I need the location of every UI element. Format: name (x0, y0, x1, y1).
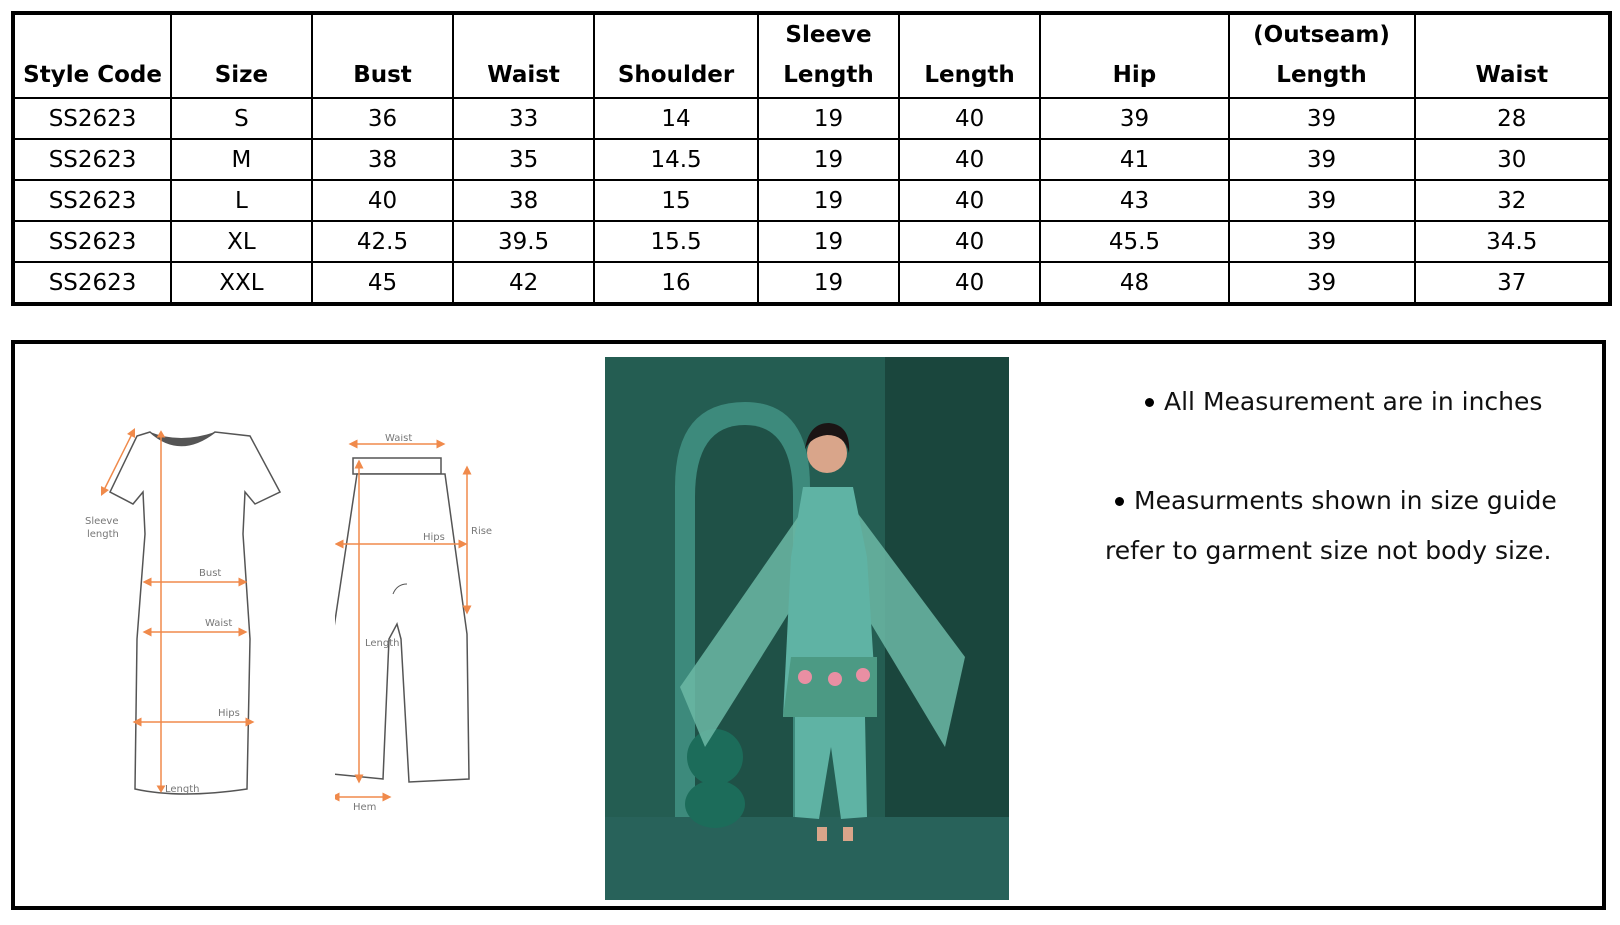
kurta-measurement-diagram (75, 424, 305, 814)
table-cell: 33 (453, 98, 594, 139)
table-cell: 32 (1415, 180, 1610, 221)
note-garment-size: Measurments shown in size guide refer to garment size not body size. (1105, 486, 1557, 565)
table-cell: 40 (899, 139, 1041, 180)
model-illustration (605, 357, 1009, 900)
header-size: Size (171, 13, 312, 98)
waist-label: Waist (205, 618, 233, 629)
table-cell: 42.5 (312, 221, 454, 262)
table-cell: 34.5 (1415, 221, 1610, 262)
sleeve-label-2: length (87, 529, 119, 540)
table-cell: 39.5 (453, 221, 594, 262)
table-cell: 40 (312, 180, 454, 221)
header-pant-waist: Waist (1415, 13, 1610, 98)
sleeve-label: Sleeve (85, 516, 119, 527)
table-cell: XL (171, 221, 312, 262)
table-cell: 45.5 (1040, 221, 1228, 262)
table-cell: 40 (899, 180, 1041, 221)
table-cell: 28 (1415, 98, 1610, 139)
table-cell: XXL (171, 262, 312, 304)
table-cell: SS2623 (13, 221, 171, 262)
table-cell: 39 (1229, 139, 1415, 180)
table-cell: L (171, 180, 312, 221)
table-cell: 16 (594, 262, 758, 304)
table-cell: 48 (1040, 262, 1228, 304)
table-cell: 15 (594, 180, 758, 221)
table-cell: 35 (453, 139, 594, 180)
note-inches: All Measurement are in inches (1105, 384, 1575, 420)
length-label: Length (165, 784, 200, 795)
header-bust: Bust (312, 13, 454, 98)
table-cell: 19 (758, 98, 899, 139)
pants-waist-label: Waist (385, 434, 413, 444)
table-row (13, 262, 1610, 304)
table-header-row (13, 13, 1610, 98)
pants-hem-label: Hem (353, 802, 377, 813)
table-row (13, 221, 1610, 262)
kurta-outline (110, 432, 280, 794)
size-chart-table (11, 11, 1612, 306)
vase (687, 729, 743, 785)
table-cell: 39 (1229, 221, 1415, 262)
table-cell: SS2623 (13, 262, 171, 304)
table-cell: 39 (1229, 262, 1415, 304)
header-hip: Hip (1040, 13, 1228, 98)
table-row (13, 180, 1610, 221)
table-cell: SS2623 (13, 180, 171, 221)
header-sleeve-length: Sleeve Length (758, 13, 899, 98)
table-row (13, 98, 1610, 139)
table-cell: 39 (1040, 98, 1228, 139)
pants-length-label: Length (365, 638, 400, 649)
table-cell: 39 (1229, 98, 1415, 139)
size-guide-panel (11, 340, 1606, 910)
table-cell: S (171, 98, 312, 139)
table-cell: 45 (312, 262, 454, 304)
table-cell: 40 (899, 221, 1041, 262)
table-cell: 19 (758, 221, 899, 262)
pants-waistband (353, 458, 441, 474)
table-cell: 14 (594, 98, 758, 139)
table-cell: 38 (453, 180, 594, 221)
table-cell: 19 (758, 139, 899, 180)
pants-outline (335, 474, 469, 782)
table-cell: 40 (899, 262, 1041, 304)
bullet-icon (1115, 497, 1124, 506)
table-cell: 40 (899, 98, 1041, 139)
table-cell: SS2623 (13, 139, 171, 180)
header-waist: Waist (453, 13, 594, 98)
bust-label: Bust (199, 568, 222, 579)
table-cell: 37 (1415, 262, 1610, 304)
table-cell: 43 (1040, 180, 1228, 221)
table-cell: SS2623 (13, 98, 171, 139)
table-cell: 19 (758, 180, 899, 221)
header-shoulder: Shoulder (594, 13, 758, 98)
header-outseam-length: (Outseam) Length (1229, 13, 1415, 98)
table-cell: 30 (1415, 139, 1610, 180)
table-row (13, 139, 1610, 180)
table-cell: 41 (1040, 139, 1228, 180)
header-length: Length (899, 13, 1041, 98)
pants-rise-label: Rise (471, 526, 493, 537)
table-cell: 14.5 (594, 139, 758, 180)
hips-label: Hips (218, 708, 240, 719)
table-cell: 36 (312, 98, 454, 139)
table-cell: M (171, 139, 312, 180)
table-cell: 42 (453, 262, 594, 304)
table-cell: 38 (312, 139, 454, 180)
pants-hips-label: Hips (423, 532, 445, 543)
pants-measurement-diagram (335, 434, 515, 824)
bullet-icon (1145, 398, 1154, 407)
header-style-code: Style Code (13, 13, 171, 98)
table-cell: 15.5 (594, 221, 758, 262)
measurement-notes (1105, 384, 1575, 576)
product-photo (605, 357, 1009, 900)
table-cell: 39 (1229, 180, 1415, 221)
table-cell: 19 (758, 262, 899, 304)
